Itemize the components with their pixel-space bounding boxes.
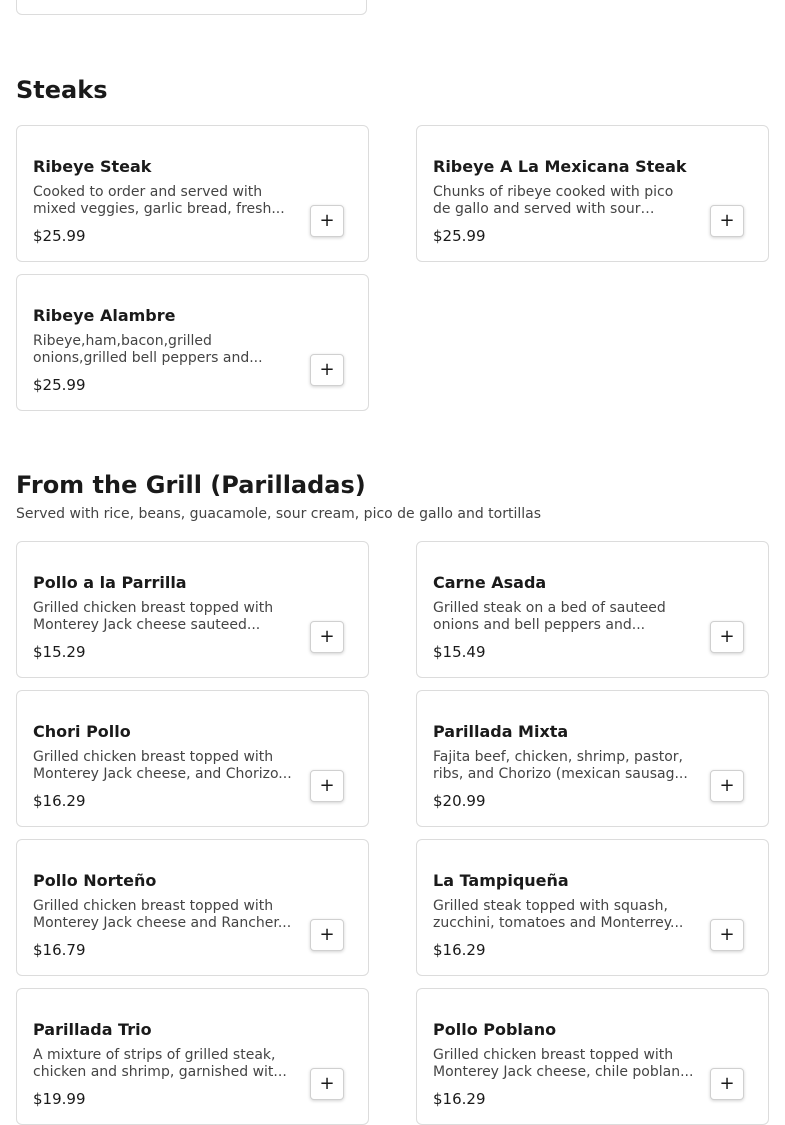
item-description: Chunks of ribeye cooked with pico de gallo and served with sour bbox=[433, 184, 674, 217]
plus-icon: + bbox=[719, 1073, 735, 1094]
menu-item-card[interactable] bbox=[16, 839, 369, 976]
add-item-button[interactable] bbox=[310, 770, 344, 802]
menu-item-card[interactable] bbox=[16, 541, 369, 678]
plus-icon: + bbox=[319, 924, 335, 945]
menu-item-card[interactable] bbox=[16, 988, 369, 1125]
plus-icon: + bbox=[319, 359, 335, 380]
item-name: Pollo Norteño bbox=[33, 871, 157, 890]
item-name: Carne Asada bbox=[433, 573, 547, 592]
add-item-button[interactable] bbox=[710, 919, 744, 951]
add-item-button[interactable] bbox=[310, 205, 344, 237]
item-price: $20.99 bbox=[433, 792, 486, 810]
item-price: $15.29 bbox=[33, 643, 86, 661]
section-title: Steaks bbox=[16, 76, 108, 104]
item-price: $25.99 bbox=[33, 376, 86, 394]
item-price: $25.99 bbox=[33, 227, 86, 245]
add-item-button[interactable] bbox=[310, 919, 344, 951]
add-item-button[interactable] bbox=[310, 621, 344, 653]
item-description: Grilled steak topped with squash, zucchini, tomatoes and Monterrey... bbox=[433, 898, 684, 931]
menu-item-card[interactable] bbox=[16, 274, 369, 411]
add-item-button[interactable] bbox=[310, 1068, 344, 1100]
item-price: $16.79 bbox=[33, 941, 86, 959]
item-price: $15.49 bbox=[433, 643, 486, 661]
item-price: $25.99 bbox=[433, 227, 486, 245]
item-name: Ribeye Steak bbox=[33, 157, 152, 176]
item-description: Grilled chicken breast topped with Monterey Jack cheese sauteed... bbox=[33, 600, 274, 633]
plus-icon: + bbox=[719, 924, 735, 945]
add-item-button[interactable] bbox=[310, 354, 344, 386]
menu-item-card[interactable] bbox=[16, 125, 369, 262]
menu-item-card[interactable] bbox=[16, 0, 367, 15]
item-description: A mixture of strips of grilled steak, chicken and shrimp, garnished wit... bbox=[33, 1047, 287, 1080]
section-title: From the Grill (Parilladas) bbox=[16, 471, 366, 499]
item-description: Grilled chicken breast topped with Monterey Jack cheese and Rancher... bbox=[33, 898, 292, 931]
item-price: $16.29 bbox=[433, 1090, 486, 1108]
item-description: Grilled steak on a bed of sauteed onions and bell peppers and... bbox=[433, 600, 666, 633]
menu-item-card[interactable] bbox=[416, 690, 769, 827]
plus-icon: + bbox=[719, 626, 735, 647]
item-description: Cooked to order and served with mixed veggies, garlic bread, fresh... bbox=[33, 184, 285, 217]
add-item-button[interactable] bbox=[710, 621, 744, 653]
item-price: $16.29 bbox=[33, 792, 86, 810]
item-name: Parillada Mixta bbox=[433, 722, 569, 741]
item-name: Chori Pollo bbox=[33, 722, 131, 741]
item-name: Pollo Poblano bbox=[433, 1020, 557, 1039]
menu-item-card[interactable] bbox=[416, 125, 769, 262]
item-price: $19.99 bbox=[33, 1090, 86, 1108]
plus-icon: + bbox=[719, 775, 735, 796]
section-subtitle: Served with rice, beans, guacamole, sour cream, pico de gallo and tortillas bbox=[16, 506, 542, 522]
menu-section-grill bbox=[16, 470, 769, 523]
plus-icon: + bbox=[319, 1073, 335, 1094]
item-description: Grilled chicken breast topped with Monterey Jack cheese, and Chorizo... bbox=[33, 749, 292, 782]
menu-item-card[interactable] bbox=[16, 690, 369, 827]
item-name: Parillada Trio bbox=[33, 1020, 152, 1039]
menu-item-card[interactable] bbox=[416, 541, 769, 678]
add-item-button[interactable] bbox=[710, 770, 744, 802]
menu-item-card[interactable] bbox=[416, 839, 769, 976]
item-description: Grilled chicken breast topped with Monterey Jack cheese, chile poblan... bbox=[433, 1047, 694, 1080]
plus-icon: + bbox=[319, 210, 335, 231]
menu-item-card[interactable] bbox=[416, 988, 769, 1125]
item-name: Ribeye A La Mexicana Steak bbox=[433, 157, 687, 176]
plus-icon: + bbox=[319, 775, 335, 796]
plus-icon: + bbox=[319, 626, 335, 647]
item-description: Ribeye,ham,bacon,grilled onions,grilled bell peppers and... bbox=[33, 333, 263, 366]
add-item-button[interactable] bbox=[710, 1068, 744, 1100]
item-name: Pollo a la Parrilla bbox=[33, 573, 187, 592]
item-description: Fajita beef, chicken, shrimp, pastor, ribs, and Chorizo (mexican sausag... bbox=[433, 749, 688, 782]
menu-section-steaks bbox=[16, 75, 769, 105]
item-name: Ribeye Alambre bbox=[33, 306, 176, 325]
add-item-button[interactable] bbox=[710, 205, 744, 237]
plus-icon: + bbox=[719, 210, 735, 231]
item-name: La Tampiqueña bbox=[433, 871, 569, 890]
item-price: $16.29 bbox=[433, 941, 486, 959]
